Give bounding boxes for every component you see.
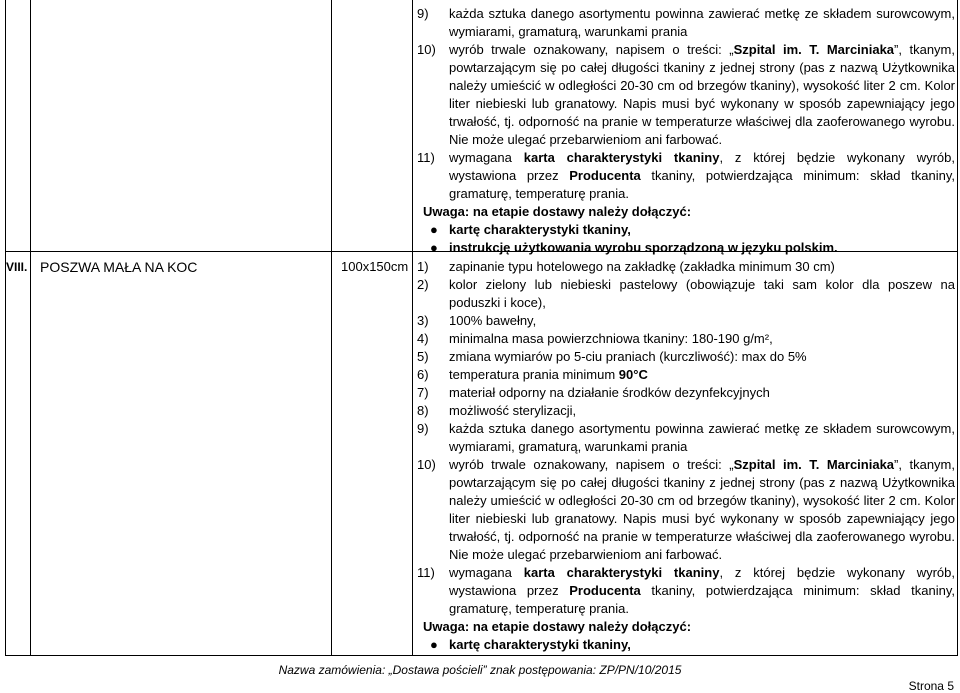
delivery-note: Uwaga: na etapie dostawy należy dołączyć:	[423, 619, 692, 634]
product-size: 100x150cm	[341, 259, 409, 274]
item-text-bold: Producenta	[569, 168, 641, 183]
item-number: 6)	[417, 367, 429, 382]
table-border-col1	[30, 0, 31, 656]
item-text: kolor zielony lub niebieski pastelowy (obowiązuje taki sam kolor dla poszew na poduszki i koce),	[449, 277, 955, 310]
item-text: ”, tkanym, powtarzającym się po całej długości tkaniny z jednej strony (pas z nazwą Użytkownika należy umieścić w odległości 20-30 cm od brzegów tkaniny), wysokość liter 2 cm. Kolor liter niebieski lub granatowy. Napis musi być wykonany w sposób zapewniający jego trwałość, tj. odporność na pranie w temperaturze właściwej dla zaoferowanego wyrobu. Nie może ulegać przebarwieniom ani farbować.	[449, 457, 955, 562]
table-border-col3	[412, 0, 413, 656]
item-text: zapinanie typu hotelowego na zakładkę (zakładka minimum 30 cm)	[449, 259, 835, 274]
item-text: zmiana wymiarów po 5-ciu praniach (kurczliwość): max do 5%	[449, 349, 807, 364]
item-text-bold: 90°C	[618, 367, 648, 382]
list-item	[417, 312, 955, 330]
item-text-bold: karta charakterystyki tkaniny	[523, 565, 720, 580]
item-text: każda sztuka danego asortymentu powinna zawierać metkę ze składem surowcowym, wymiarami, gramaturą, warunkami prania	[449, 421, 955, 454]
item-text-bold: Szpital im. T. Marciniaka	[733, 457, 895, 472]
list-item	[417, 420, 955, 456]
item-number: 10)	[417, 42, 436, 57]
item-text: , z której będzie wykonany wyrób, wystawiona przez	[449, 565, 956, 598]
item-text-bold: karta charakterystyki tkaniny	[523, 150, 720, 165]
product-requirements	[417, 258, 955, 654]
delivery-note: Uwaga: na etapie dostawy należy dołączyć:	[423, 204, 692, 219]
bullet-text: kartę charakterystyki tkaniny,	[449, 637, 631, 652]
item-text: , z której będzie wykonany wyrób, wystawiona przez	[449, 150, 956, 183]
item-number: 3)	[417, 313, 429, 328]
item-number: 11)	[417, 565, 435, 580]
row-number: VIII.	[6, 260, 28, 274]
list-item	[417, 564, 955, 618]
list-item	[417, 330, 955, 348]
item-text: materiał odporny na działanie środków dezynfekcyjnych	[449, 385, 770, 400]
bullet-item	[417, 221, 955, 239]
bullet-icon: ●	[430, 240, 438, 255]
table-border-col2	[331, 0, 332, 656]
table-border-left	[5, 0, 6, 656]
list-item	[417, 149, 955, 203]
item-text: wyrób trwale oznakowany, napisem o treści: „	[449, 457, 734, 472]
list-item	[417, 258, 955, 276]
list-item	[417, 402, 955, 420]
table-border-bottom	[5, 655, 958, 656]
item-number: 9)	[417, 421, 429, 436]
item-number: 8)	[417, 403, 429, 418]
product-name: POSZWA MAŁA NA KOC	[40, 259, 198, 275]
list-item	[417, 366, 955, 384]
item-number: 9)	[417, 6, 429, 21]
list-item	[417, 456, 955, 564]
bullet-item	[417, 636, 955, 654]
item-text: wymagana	[449, 565, 524, 580]
bullet-icon: ●	[430, 222, 438, 237]
item-text: minimalna masa powierzchniowa tkaniny: 180-190 g/m²,	[449, 331, 773, 346]
item-text: tkaniny, potwierdzająca minimum: skład tkaniny, gramaturę, temperaturę prania.	[449, 583, 955, 616]
bullet-icon: ●	[430, 637, 438, 652]
item-number: 10)	[417, 457, 436, 472]
item-text: wyrób trwale oznakowany, napisem o treści: „	[449, 42, 734, 57]
item-text: temperatura prania minimum	[449, 367, 619, 382]
list-item	[417, 276, 955, 312]
item-number: 2)	[417, 277, 429, 292]
page-number: Strona 5	[908, 679, 954, 693]
item-number: 4)	[417, 331, 429, 346]
item-number: 1)	[417, 259, 429, 274]
list-item	[417, 5, 955, 41]
item-text-bold: Producenta	[569, 583, 641, 598]
item-text: ”, tkanym, powtarzającym się po całej długości tkaniny z jednej strony (pas z nazwą Użytkownika należy umieścić w odległości 20-30 cm od brzegów tkaniny), wysokość liter 2 cm. Kolor liter niebieski lub granatowy. Napis musi być wykonany w sposób zapewniający jego trwałość, tj. odporność na pranie w temperaturze właściwej dla zaoferowanego wyrobu. Nie może ulegać przebarwieniom ani farbować.	[449, 42, 955, 147]
item-text: 100% bawełny,	[449, 313, 537, 328]
bullet-text: instrukcję użytkowania wyrobu sporządzoną w języku polskim.	[449, 240, 838, 255]
table-border-right	[957, 0, 958, 656]
item-text: możliwość sterylizacji,	[449, 403, 577, 418]
document-footer: Nazwa zamówienia: „Dostawa pościeli” znak postępowania: ZP/PN/10/2015	[278, 663, 682, 677]
item-text: wymagana	[449, 150, 524, 165]
item-number: 7)	[417, 385, 429, 400]
item-number: 5)	[417, 349, 429, 364]
previous-row-requirements	[417, 5, 955, 257]
bullet-text: kartę charakterystyki tkaniny,	[449, 222, 631, 237]
list-item	[417, 41, 955, 149]
item-text: każda sztuka danego asortymentu powinna zawierać metkę ze składem surowcowym, wymiarami, gramaturą, warunkami prania	[449, 6, 955, 39]
item-text: tkaniny, potwierdzająca minimum: skład tkaniny, gramaturę, temperaturę prania.	[449, 168, 955, 201]
item-text-bold: Szpital im. T. Marciniaka	[733, 42, 895, 57]
item-number: 11)	[417, 150, 435, 165]
bullet-item	[417, 239, 955, 257]
list-item	[417, 348, 955, 366]
list-item	[417, 384, 955, 402]
